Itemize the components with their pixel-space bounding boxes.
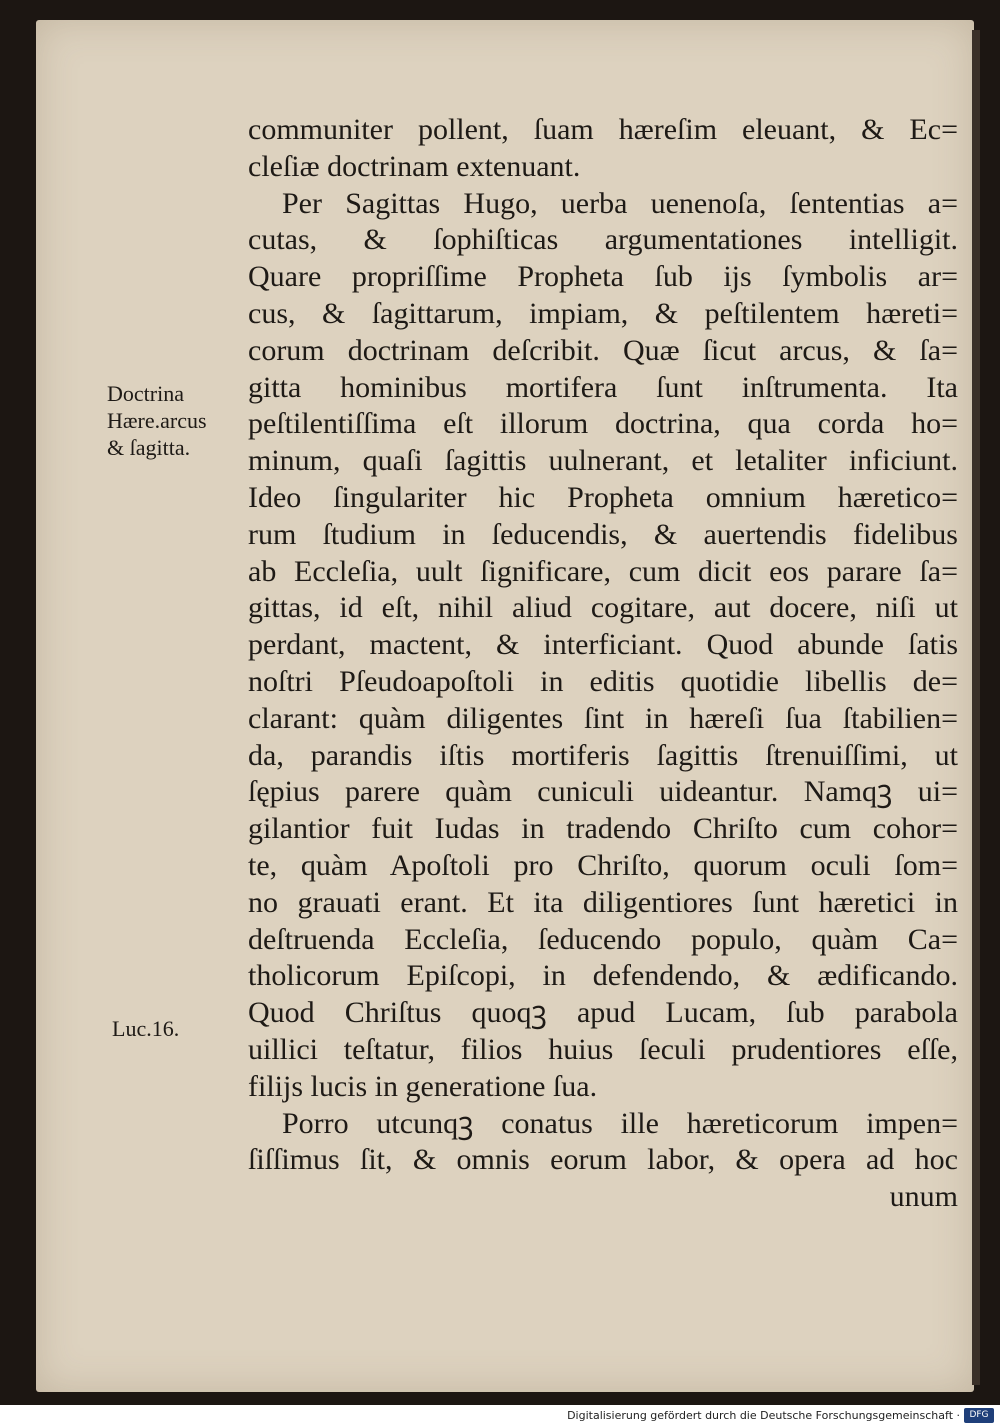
text-line: cutas, & ſophiſticas argumentationes intelligit. xyxy=(248,223,958,257)
digitization-footer xyxy=(0,1405,1000,1427)
text-line: Quare propriſſime Propheta ſub ijs ſymbolis ar= xyxy=(248,260,958,294)
text-line: Ideo ſingulariter hic Propheta omnium hæretico= xyxy=(248,480,958,514)
text-line: gilantior fuit Iudas in tradendo Chriſto cum cohor= xyxy=(248,812,958,846)
text-line: Porro utcunqꝫ conatus ille hæreticorum impen= xyxy=(282,1106,958,1140)
text-line: Quod Chriſtus quoqꝫ apud Lucam, ſub parabola xyxy=(248,996,958,1030)
margin-note-doctrina: Doctrina xyxy=(107,381,184,406)
margin-note-luc: Luc.16. xyxy=(112,1016,180,1041)
text-line: da, parandis iſtis mortiferis ſagittis ſtrenuiſſimi, ut xyxy=(248,738,958,772)
text-line: cus, & ſagittarum, impiam, & peſtilentem hæreti= xyxy=(248,296,958,330)
margin-note-sagitta: & ſagitta. xyxy=(107,435,191,460)
text-line: ſiſſimus ſit, & omnis eorum labor, & opera ad hoc xyxy=(248,1143,958,1177)
text-line: minum, quaſi ſagittis uulnerant, et letaliter inficiunt. xyxy=(248,444,958,478)
text-line: noſtri Pſeudoapoſtoli in editis quotidie libellis de= xyxy=(248,664,958,698)
text-line: uillici teſtatur, filios huius ſeculi prudentiores eſſe, xyxy=(248,1032,958,1066)
text-line: perdant, mactent, & interficiant. Quod abunde ſatis xyxy=(248,628,958,662)
page-edge-shadow xyxy=(972,30,980,1385)
text-line: peſtilentiſſima eſt illorum doctrina, qua corda ho= xyxy=(248,407,958,441)
text-line: gitta hominibus mortifera ſunt inſtrumenta. Ita xyxy=(248,370,958,404)
text-line: deſtruenda Eccleſia, ſeducendo populo, quàm Ca= xyxy=(248,922,958,956)
text-line: no grauati erant. Et ita diligentiores ſunt hæretici in xyxy=(248,885,958,919)
catchword: unum xyxy=(889,1180,958,1214)
text-line: Per Sagittas Hugo, uerba uenenoſa, ſententias a= xyxy=(282,186,958,220)
text-line: corum doctrinam deſcribit. Quæ ſicut arcus, & ſa= xyxy=(248,333,958,367)
margin-note-haere-arcus: Hære.arcus xyxy=(107,408,207,433)
text-line: ſępius parere quàm cuniculi uideantur. Namqꝫ ui= xyxy=(248,775,958,809)
main-text-block xyxy=(248,112,958,1216)
footer-credit-text: Digitalisierung gefördert durch die Deutsche Forschungsgemeinschaft · xyxy=(567,1409,960,1422)
text-line: rum ſtudium in ſeducendis, & auertendis fidelibus xyxy=(248,517,958,551)
dfg-logo: DFG xyxy=(964,1408,994,1423)
text-line: filijs lucis in generatione ſua. xyxy=(248,1069,598,1103)
text-line: clarant: quàm diligentes ſint in hæreſi ſua ſtabilien= xyxy=(248,701,958,735)
text-line: tholicorum Epiſcopi, in defendendo, & ædificando. xyxy=(248,959,958,993)
text-line: gittas, id eſt, nihil aliud cogitare, aut docere, niſi ut xyxy=(248,591,958,625)
text-line: cleſiæ doctrinam extenuant. xyxy=(248,149,581,183)
text-line: te, quàm Apoſtoli pro Chriſto, quorum oculi ſom= xyxy=(248,848,958,882)
text-line: ab Eccleſia, uult ſignificare, cum dicit eos parare ſa= xyxy=(248,554,958,588)
text-line: communiter pollent, ſuam hæreſim eleuant, & Ec= xyxy=(248,113,958,146)
